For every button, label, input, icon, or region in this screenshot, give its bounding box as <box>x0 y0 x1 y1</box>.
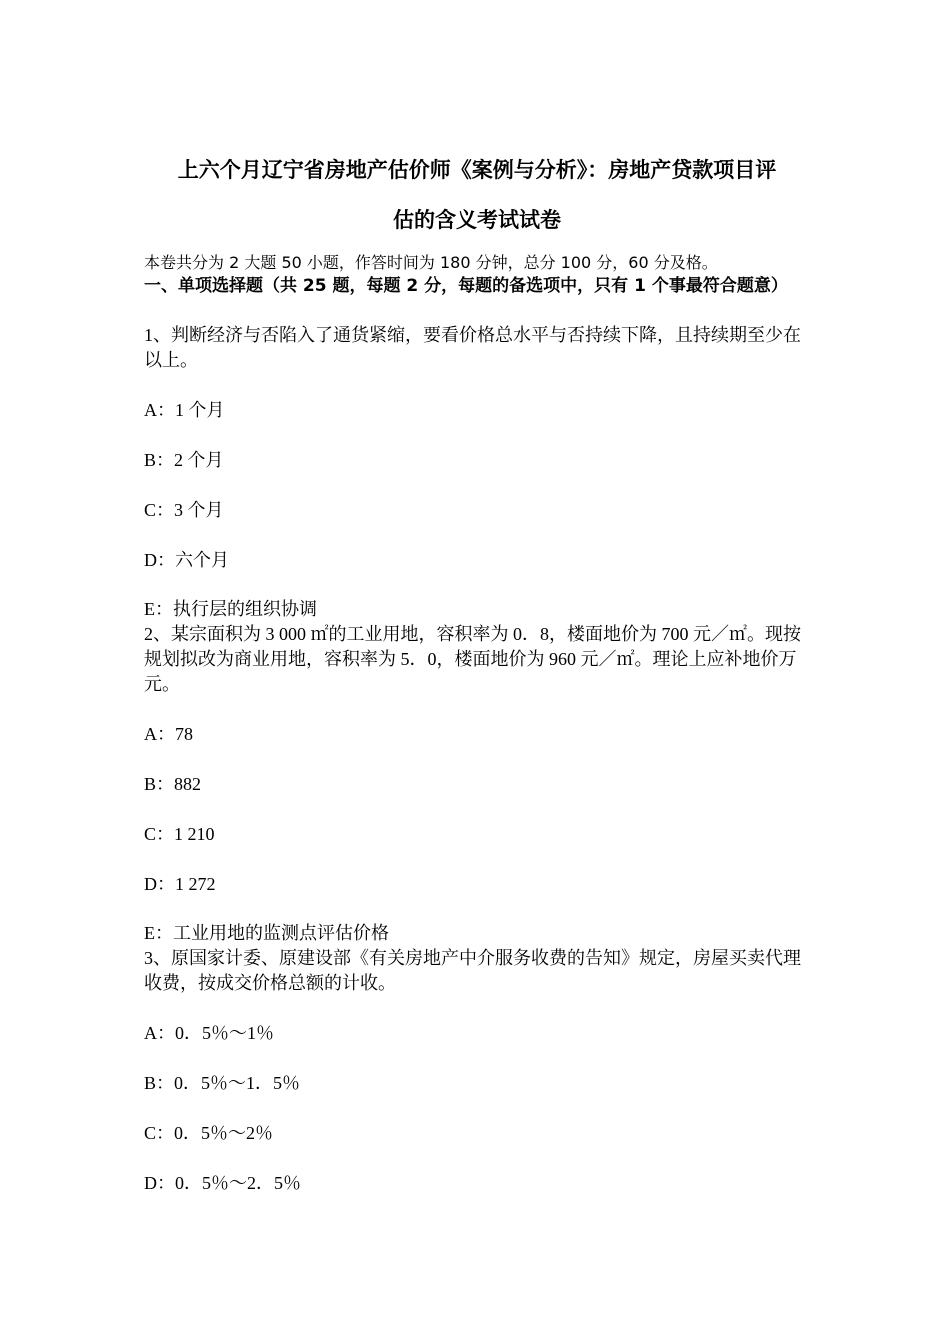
document-title-line-1: 上六个月辽宁省房地产估价师《案例与分析》：房地产贷款项目评 <box>177 158 777 182</box>
question-3-option-a: A：0．5％～1％ <box>144 1023 274 1043</box>
exam-info: 本卷共分为 2 大题 50 小题，作答时间为 180 分钟，总分 100 分，60 分及格。 <box>144 253 718 272</box>
question-2-option-a: A：78 <box>144 724 193 744</box>
document-title-line-2: 估的含义考试试卷 <box>393 208 561 232</box>
question-1-option-d: D：六个月 <box>144 550 229 570</box>
question-1-option-b: B：2 个月 <box>144 450 224 470</box>
question-1-stem: 1、判断经济与否陷入了通货紧缩，要看价格总水平与否持续下降，且持续期至少在以上。 <box>144 325 801 370</box>
question-1-option-a: A：1 个月 <box>144 400 225 420</box>
section-heading: 一、单项选择题（共 25 题，每题 2 分，每题的备选项中，只有 1 个事最符合题意） <box>144 276 788 296</box>
question-2-stem: 2、某宗面积为 3 000 ㎡的工业用地，容积率为 0．8，楼面地价为 700 元／㎡。现按规划拟改为商业用地，容积率为 5．0，楼面地价为 960 元／㎡。理论上应补地价万元。 <box>144 624 801 694</box>
question-2-option-e: E：工业用地的监测点评估价格 <box>144 923 389 943</box>
question-3-option-c: C：0．5％～2％ <box>144 1123 274 1143</box>
question-1-option-c: C：3 个月 <box>144 500 224 520</box>
question-1-option-e: E：执行层的组织协调 <box>144 599 317 619</box>
question-2-option-b: B：882 <box>144 774 202 794</box>
question-3-stem: 3、原国家计委、原建设部《有关房地产中介服务收费的告知》规定，房屋买卖代理收费，按成交价格总额的计收。 <box>144 948 801 993</box>
question-3-option-d: D：0．5％～2．5％ <box>144 1173 301 1193</box>
document-page <box>144 0 810 1344</box>
question-2-option-d: D：1 272 <box>144 874 216 894</box>
question-3-option-b: B：0．5％～1．5％ <box>144 1073 301 1093</box>
question-2-option-c: C：1 210 <box>144 824 215 844</box>
